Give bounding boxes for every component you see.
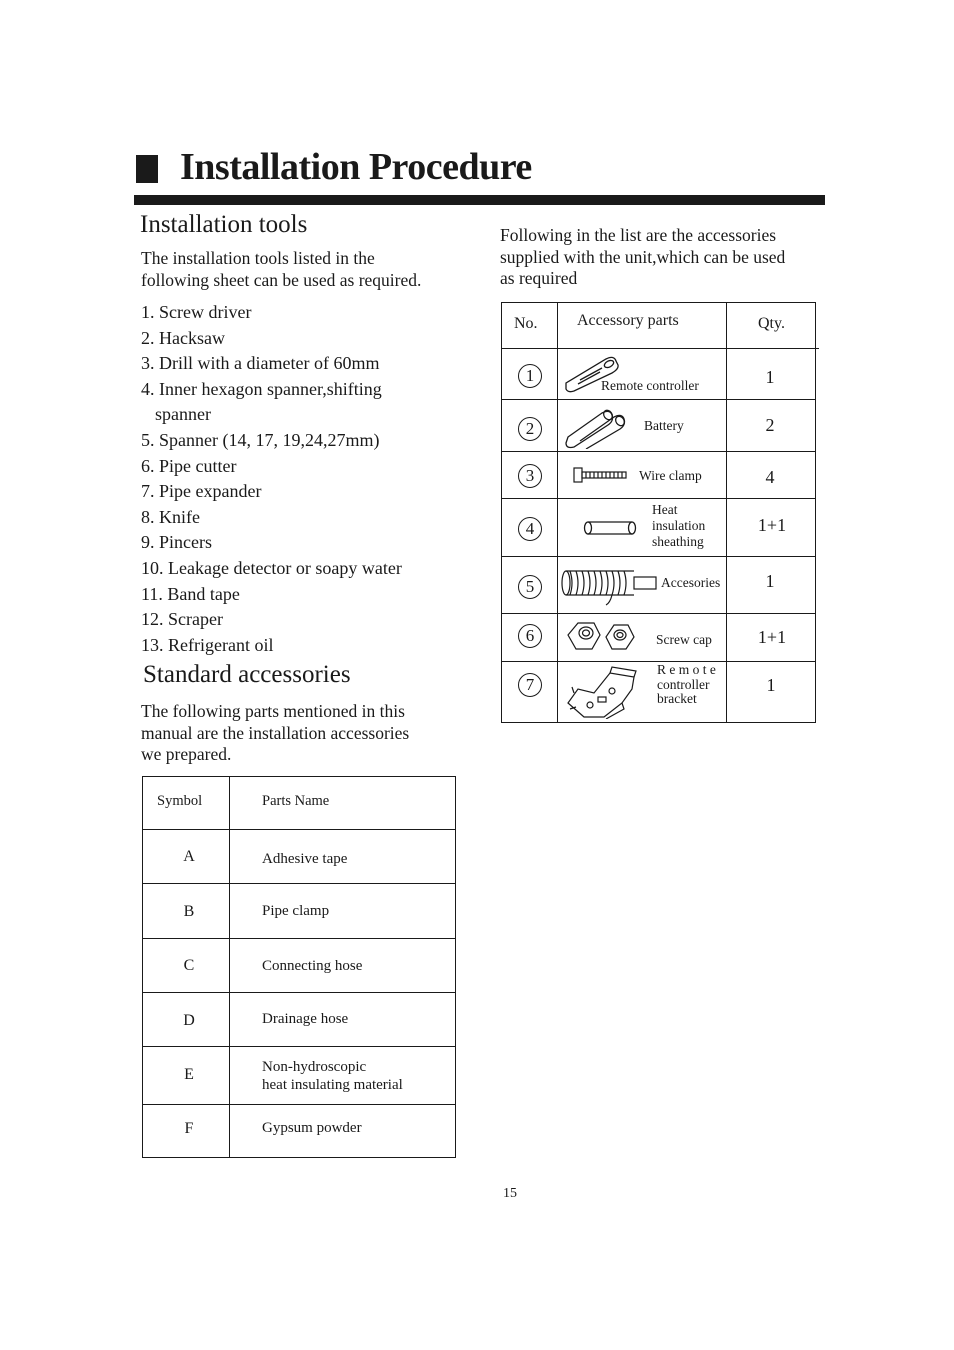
row-symbol: F xyxy=(184,1120,194,1137)
accessory-label-line2: insulation xyxy=(652,518,706,533)
table-divider xyxy=(502,613,815,614)
table-divider xyxy=(502,348,819,349)
heat-insulation-sheathing-icon xyxy=(582,517,642,539)
screw-cap-icon xyxy=(562,617,642,657)
column-header-symbol: Symbol xyxy=(157,793,203,809)
accessory-label: Screw cap xyxy=(656,632,712,647)
row-symbol: A xyxy=(183,848,195,865)
accessory-qty: 1+1 xyxy=(757,627,787,647)
standard-accessories-table xyxy=(142,776,456,1158)
hose-icon xyxy=(560,567,660,607)
tools-intro xyxy=(141,248,421,291)
tool-item: 11. Band tape xyxy=(141,583,240,604)
row-symbol: B xyxy=(183,903,195,920)
tool-item: 8. Knife xyxy=(141,506,200,527)
row-symbol: D xyxy=(183,1012,195,1029)
row-part-name: Drainage hose xyxy=(262,1011,349,1027)
accessory-label-line2: controller xyxy=(657,677,710,692)
table-divider xyxy=(557,303,558,722)
row-number: 5 xyxy=(518,575,542,599)
accessories-intro xyxy=(500,225,785,290)
row-part-name: Non-hydroscopic xyxy=(262,1059,367,1075)
tools-list xyxy=(141,300,402,658)
row-part-name-line2: heat insulating material xyxy=(262,1077,403,1093)
accessory-label: Accesories xyxy=(661,575,721,590)
page-number: 15 xyxy=(503,1186,517,1201)
row-part-name: Pipe clamp xyxy=(262,903,330,919)
row-part-name: Connecting hose xyxy=(262,958,363,974)
accessory-qty: 4 xyxy=(765,467,775,487)
accessory-label: Wire clamp xyxy=(639,468,702,483)
tools-intro-line: following sheet can be used as required. xyxy=(141,269,422,290)
column-header-no: No. xyxy=(514,315,538,332)
tool-item: 10. Leakage detector or soapy water xyxy=(141,557,402,578)
tool-item: 4. Inner hexagon spanner,shifting xyxy=(141,378,382,399)
tool-item: 5. Spanner (14, 17, 19,24,27mm) xyxy=(141,429,380,450)
accessories-intro-line: as required xyxy=(500,268,578,288)
tool-item: 6. Pipe cutter xyxy=(141,455,237,476)
column-header-qty: Qty. xyxy=(758,315,785,332)
title-rule xyxy=(134,195,825,205)
row-number: 4 xyxy=(518,517,542,541)
standard-intro-line: manual are the installation accessories xyxy=(141,722,410,743)
standard-intro-line: we prepared. xyxy=(141,744,232,764)
row-number: 1 xyxy=(518,364,542,388)
table-divider xyxy=(143,829,455,830)
table-divider xyxy=(143,1046,455,1047)
row-part-name: Adhesive tape xyxy=(262,851,348,867)
standard-intro-line: The following parts mentioned in this xyxy=(141,701,405,721)
accessory-qty: 2 xyxy=(765,415,775,435)
row-number: 6 xyxy=(518,624,542,648)
table-divider xyxy=(143,1104,455,1105)
accessory-qty: 1 xyxy=(766,675,776,695)
table-divider xyxy=(502,498,815,499)
table-divider xyxy=(502,451,815,452)
accessory-label: Heat xyxy=(652,502,678,517)
accessory-label: Battery xyxy=(644,418,684,433)
remote-controller-bracket-icon xyxy=(564,663,644,719)
row-number: 7 xyxy=(518,673,542,697)
standard-heading: Standard accessories xyxy=(143,661,351,688)
column-header-accessory-parts: Accessory parts xyxy=(577,312,679,329)
column-header-parts-name: Parts Name xyxy=(262,793,330,809)
battery-icon xyxy=(562,403,632,449)
accessory-label-line3: bracket xyxy=(657,691,697,706)
row-part-name: Gypsum powder xyxy=(262,1120,362,1136)
row-symbol: C xyxy=(183,957,195,974)
tool-item: spanner xyxy=(155,404,211,425)
table-divider xyxy=(143,938,455,939)
tool-item: 3. Drill with a diameter of 60mm xyxy=(141,353,380,374)
accessory-label-line3: sheathing xyxy=(652,534,704,549)
tool-item: 9. Pincers xyxy=(141,532,212,553)
accessory-qty: 1+1 xyxy=(757,515,787,535)
table-divider xyxy=(143,883,455,884)
row-number: 3 xyxy=(518,464,542,488)
accessory-qty: 1 xyxy=(765,571,775,591)
row-number: 2 xyxy=(518,417,542,441)
table-divider xyxy=(502,556,815,557)
accessory-label: Remote controller xyxy=(601,378,699,393)
tool-item: 1. Screw driver xyxy=(141,302,252,322)
wire-clamp-icon xyxy=(572,465,632,485)
tool-item: 12. Scraper xyxy=(141,609,223,630)
standard-intro xyxy=(141,701,409,766)
table-divider xyxy=(502,399,815,400)
table-divider xyxy=(726,303,727,722)
accessories-intro-line: Following in the list are the accessories xyxy=(500,225,777,245)
accessory-label: R e m o t e xyxy=(657,662,716,677)
tools-heading: Installation tools xyxy=(140,211,308,238)
title-marker xyxy=(136,155,158,183)
table-divider xyxy=(143,992,455,993)
accessory-qty: 1 xyxy=(765,367,775,387)
tools-intro-line: The installation tools listed in the xyxy=(141,248,375,268)
accessories-intro-line: supplied with the unit,which can be used xyxy=(500,246,786,267)
tool-item: 7. Pipe expander xyxy=(141,481,262,502)
accessories-table xyxy=(501,302,816,723)
page-title: Installation Procedure xyxy=(180,146,532,188)
tool-item: 13. Refrigerant oil xyxy=(141,634,274,655)
row-symbol: E xyxy=(184,1066,194,1083)
tool-item: 2. Hacksaw xyxy=(141,327,225,348)
